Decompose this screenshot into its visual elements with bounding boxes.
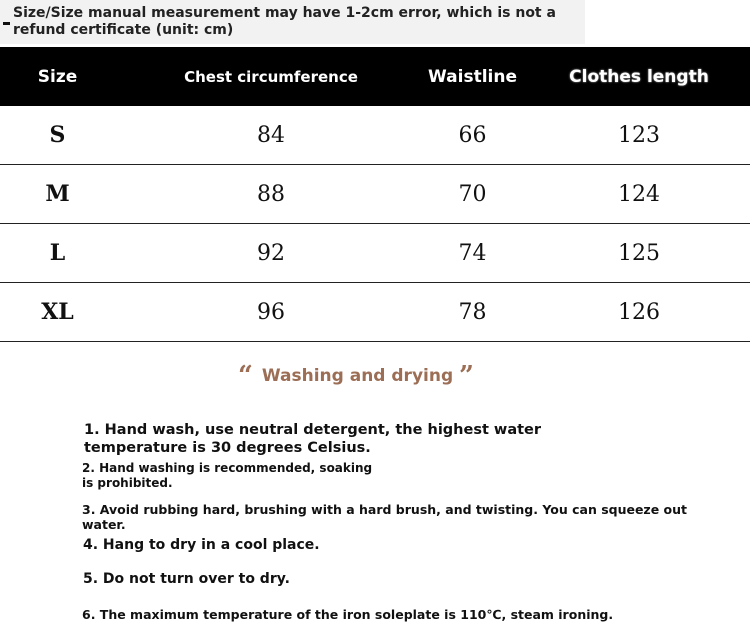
size-chart-table — [0, 47, 750, 342]
chest-cell: 84 — [125, 106, 417, 165]
open-quote-icon: “ — [238, 361, 253, 391]
care-instruction-1: 1. Hand wash, use neutral detergent, the highest water temperature is 30 degrees Celsius. — [84, 422, 542, 456]
table-row — [0, 224, 750, 283]
header-chest: Chest circumference — [125, 47, 417, 106]
length-cell: 125 — [528, 224, 750, 283]
header-size: Size — [0, 47, 125, 106]
length-cell: 124 — [528, 165, 750, 224]
measurement-note — [0, 0, 585, 44]
care-instruction-4: 4. Hang to dry in a cool place. — [83, 537, 320, 553]
waist-cell: 78 — [417, 283, 528, 342]
size-cell: L — [0, 224, 125, 283]
size-cell: M — [0, 165, 125, 224]
table-row — [0, 283, 750, 342]
waist-cell: 70 — [417, 165, 528, 224]
care-instruction-6: 6. The maximum temperature of the iron soleplate is 110℃, steam ironing. — [82, 607, 614, 622]
close-quote-icon: ” — [459, 361, 474, 391]
care-instruction-2: 2. Hand washing is recommended, soaking is prohibited. — [82, 461, 373, 490]
chest-cell: 96 — [125, 283, 417, 342]
care-instruction-5: 5. Do not turn over to dry. — [83, 571, 290, 587]
table-header-row — [0, 47, 750, 106]
size-cell: S — [0, 106, 125, 165]
header-length: Clothes length — [528, 47, 750, 106]
table-row — [0, 165, 750, 224]
length-cell: 123 — [528, 106, 750, 165]
chest-cell: 92 — [125, 224, 417, 283]
waist-cell: 74 — [417, 224, 528, 283]
chest-cell: 88 — [125, 165, 417, 224]
dash-mark — [3, 22, 10, 25]
length-cell: 126 — [528, 283, 750, 342]
size-cell: XL — [0, 283, 125, 342]
care-instruction-3: 3. Avoid rubbing hard, brushing with a hard brush, and twisting. You can squeeze out water. — [82, 502, 687, 532]
washing-title: Washing and drying — [261, 366, 454, 386]
measurement-note-text: Size/Size manual measurement may have 1-2cm error, which is not a refund certificate (unit: cm) — [13, 5, 556, 38]
header-waist: Waistline — [417, 47, 528, 106]
table-row — [0, 106, 750, 165]
waist-cell: 66 — [417, 106, 528, 165]
